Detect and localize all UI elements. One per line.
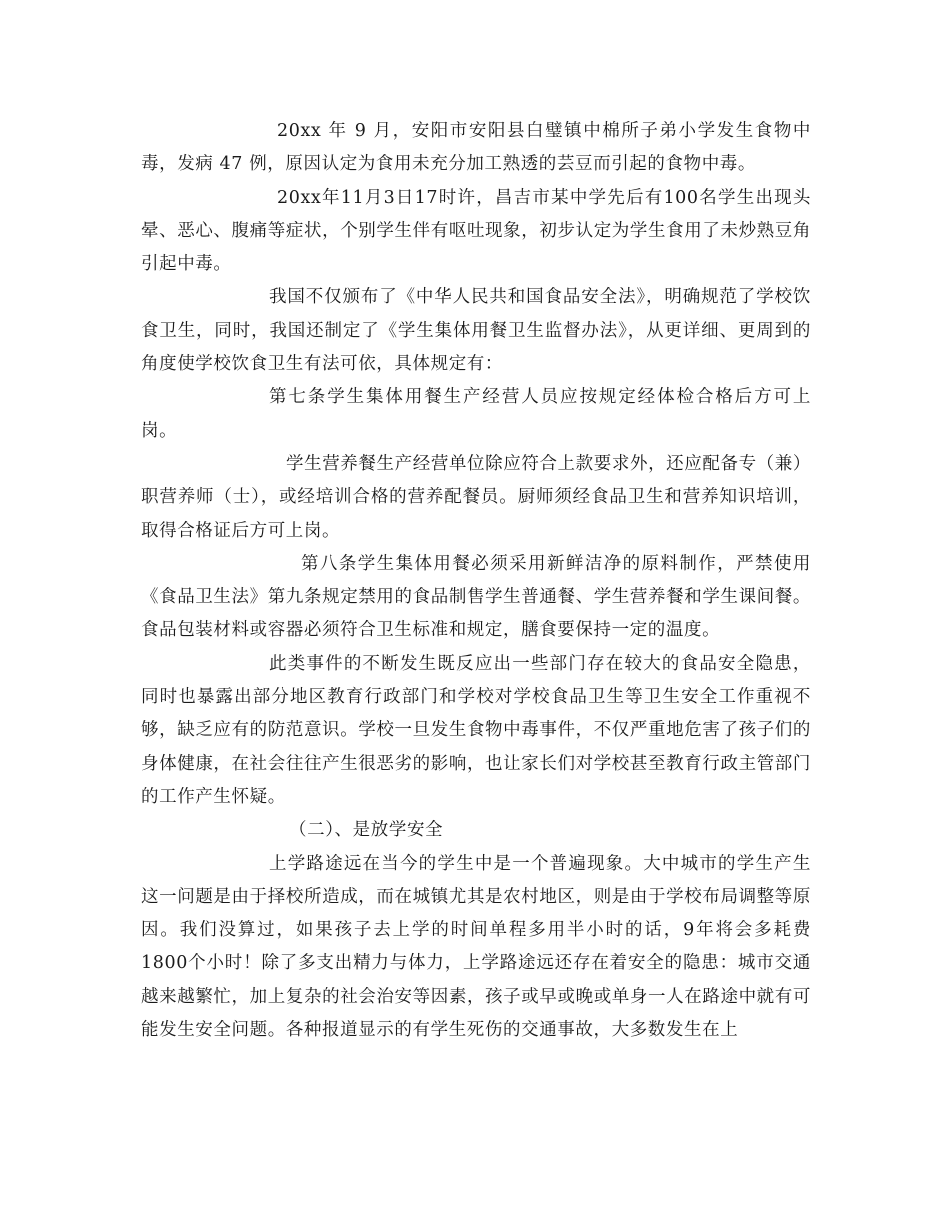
- document-body: [141, 115, 811, 1047]
- paragraph-article-seven: 第七条学生集体用餐生产经营人员应按规定经体检合格后方可上岗。: [141, 387, 811, 441]
- paragraph-commute-distance: 上学路途远在当今的学生中是一个普遍现象。大中城市的学生产生这一问题是由于择校所造成，而在城镇尤其是农村地区，则是由于学校布局调整等原因。我们没算过，如果孩子去上学的时间单程多用半小时的话，9年将会多耗费1800个小时！除了多支出精力与体力，上学路途远还存在着安全的隐患：城市交通越来越繁忙，加上复杂的社会治安等因素，孩子或早或晚或单身一人在路途中就有可能发生安全问题。各种报道显示的有学生死伤的交通事故，大多数发生在上: [141, 853, 811, 1041]
- paragraph-food-safety-law: 我国不仅颁布了《中华人民共和国食品安全法》，明确规范了学校饮食卫生，同时，我国还制定了《学生集体用餐卫生监督办法》，从更详细、更周到的角度使学校饮食卫生有法可依，具体规定有：: [141, 287, 811, 375]
- paragraph-article-eight: 第八条学生集体用餐必须采用新鲜洁净的原料制作，严禁使用《食品卫生法》第九条规定禁用的食品制售学生普通餐、学生营养餐和学生课间餐。食品包装材料或容器必须符合卫生标准和规定，膳食要保持一定的温度。: [141, 553, 811, 641]
- paragraph-nutritionist-requirement: 学生营养餐生产经营单位除应符合上款要求外，还应配备专（兼）职营养师（士），或经培训合格的营养配餐员。厨师须经食品卫生和营养知识培训，取得合格证后方可上岗。: [141, 453, 811, 541]
- paragraph-changji-poisoning: 20xx年11月3日17时许，昌吉市某中学先后有100名学生出现头晕、恶心、腹痛等症状，个别学生伴有呕吐现象，初步认定为学生食用了未炒熟豆角引起中毒。: [141, 187, 811, 275]
- section-heading-after-school-safety: （二）、是放学安全: [289, 820, 444, 841]
- paragraph-safety-hazards: 此类事件的不断发生既反应出一些部门存在较大的食品安全隐患，同时也暴露出部分地区教育行政部门和学校对学校食品卫生等卫生安全工作重视不够，缺乏应有的防范意识。学校一旦发生食物中毒事件，不仅严重地危害了孩子们的身体健康，在社会往往产生很恶劣的影响，也让家长们对学校甚至教育行政主管部门的工作产生怀疑。: [141, 653, 811, 807]
- paragraph-anyang-poisoning: 20xx 年 9 月，安阳市安阳县白璧镇中棉所子弟小学发生食物中毒，发病 47 例，原因认定为食用未充分加工熟透的芸豆而引起的食物中毒。: [141, 121, 811, 175]
